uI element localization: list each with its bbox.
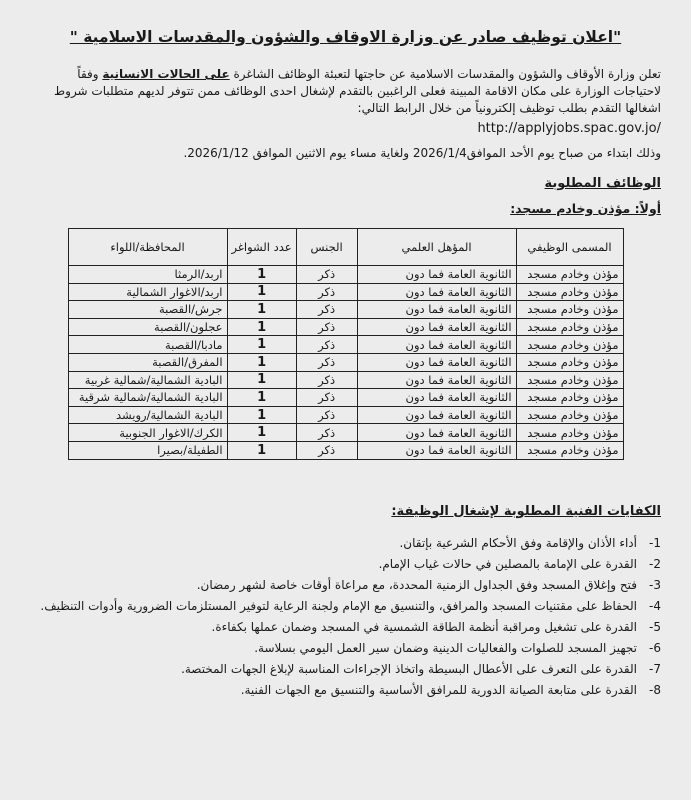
cell-qualification: الثانوية العامة فما دون: [357, 389, 516, 407]
cell-gender: ذكر: [296, 336, 357, 354]
cell-gender: ذكر: [296, 441, 357, 459]
apply-link[interactable]: http://applyjobs.spac.gov.jo/: [477, 121, 661, 136]
cell-governorate: اربد/الرمثا: [68, 266, 227, 284]
header-vacancies: عدد الشواغر: [227, 229, 296, 266]
cell-gender: ذكر: [296, 266, 357, 284]
skill-text: أداء الأذان والإقامة وفق الأحكام الشرعية بإتقان.: [399, 535, 637, 550]
cell-gender: ذكر: [296, 318, 357, 336]
cell-qualification: الثانوية العامة فما دون: [357, 371, 516, 389]
section-title: الوظائف المطلوبة: [544, 176, 661, 191]
table-row: [68, 283, 623, 301]
table-row: [68, 406, 623, 424]
skill-number: 6-: [649, 640, 661, 655]
subsection-title: أولاً: مؤذن وخادم مسجد:: [510, 201, 661, 216]
list-item: [30, 661, 661, 678]
skills-title: الكفايات الفنية المطلوبة لإشغال الوظيفة:: [391, 503, 661, 519]
cell-job-title: مؤذن وخادم مسجد: [516, 406, 623, 424]
cell-vacancies: 1: [227, 301, 296, 319]
intro-line2: وفقاً لاحتياجات الوزارة على مكان الاقامة المبينة فعلى الراغبين بالتقدم لإشغال احدى الوظائف ممن تتوفر لديهم متطلبات شروط اشغالها التقدم بطلب توظيف إلكترونياً من خلال الرابط التالي:: [54, 67, 661, 115]
cell-governorate: البادية الشمالية/شمالية شرقية: [68, 389, 227, 407]
skill-text: الحفاظ على مقتنيات المسجد والمرافق، والتنسيق مع الإمام ولجنة الرعاية لتوفير المستلزمات الضرورية وأدوات التنظيف.: [40, 598, 637, 613]
skill-text: القدرة على الإمامة بالمصلين في حالات غياب الإمام.: [378, 556, 637, 571]
cell-gender: ذكر: [296, 389, 357, 407]
list-item: [30, 535, 661, 552]
cell-vacancies: 1: [227, 336, 296, 354]
jobs-table: [68, 228, 624, 460]
cell-governorate: الكرك/الاغوار الجنوبية: [68, 424, 227, 442]
cell-vacancies: 1: [227, 266, 296, 284]
skill-text: القدرة على متابعة الصيانة الدورية للمرافق الأساسية والتنسيق مع الجهات الفنية.: [240, 682, 637, 697]
skills-list: [30, 535, 661, 699]
table-row: [68, 371, 623, 389]
cell-job-title: مؤذن وخادم مسجد: [516, 283, 623, 301]
cell-gender: ذكر: [296, 301, 357, 319]
cell-job-title: مؤذن وخادم مسجد: [516, 318, 623, 336]
cell-job-title: مؤذن وخادم مسجد: [516, 336, 623, 354]
cell-qualification: الثانوية العامة فما دون: [357, 424, 516, 442]
table-row: [68, 353, 623, 371]
list-item: [30, 640, 661, 657]
cell-job-title: مؤذن وخادم مسجد: [516, 266, 623, 284]
table-row: [68, 266, 623, 284]
cell-gender: ذكر: [296, 406, 357, 424]
skill-number: 2-: [649, 556, 661, 571]
header-qualification: المؤهل العلمي: [357, 229, 516, 266]
header-gender: الجنس: [296, 229, 357, 266]
cell-qualification: الثانوية العامة فما دون: [357, 318, 516, 336]
cell-vacancies: 1: [227, 441, 296, 459]
cell-qualification: الثانوية العامة فما دون: [357, 353, 516, 371]
intro-line1: تعلن وزارة الأوقاف والشؤون والمقدسات الاسلامية عن حاجتها لتعبئة الوظائف الشاغرة: [229, 67, 661, 81]
cell-vacancies: 1: [227, 318, 296, 336]
table-row: [68, 424, 623, 442]
intro-highlight: على الحالات الانسانية: [102, 67, 230, 81]
skill-text: تجهيز المسجد للصلوات والفعاليات الدينية وضمان سير العمل اليومي بسلاسة.: [254, 640, 637, 655]
header-governorate: المحافظة/اللواء: [68, 229, 227, 266]
cell-job-title: مؤذن وخادم مسجد: [516, 371, 623, 389]
table-row: [68, 301, 623, 319]
cell-governorate: المفرق/القصبة: [68, 353, 227, 371]
cell-qualification: الثانوية العامة فما دون: [357, 283, 516, 301]
cell-qualification: الثانوية العامة فما دون: [357, 406, 516, 424]
table-row: [68, 336, 623, 354]
header-job-title: المسمى الوظيفي: [516, 229, 623, 266]
table-row: [68, 389, 623, 407]
cell-gender: ذكر: [296, 353, 357, 371]
skill-text: القدرة على التعرف على الأعطال البسيطة واتخاذ الإجراءات المناسبة لإبلاغ الجهات المختصة.: [181, 661, 637, 676]
intro-paragraph: [30, 66, 661, 117]
cell-qualification: الثانوية العامة فما دون: [357, 441, 516, 459]
cell-job-title: مؤذن وخادم مسجد: [516, 389, 623, 407]
cell-job-title: مؤذن وخادم مسجد: [516, 441, 623, 459]
skill-number: 4-: [649, 598, 661, 613]
cell-gender: ذكر: [296, 371, 357, 389]
cell-vacancies: 1: [227, 371, 296, 389]
cell-governorate: عجلون/القصبة: [68, 318, 227, 336]
cell-job-title: مؤذن وخادم مسجد: [516, 301, 623, 319]
table-row: [68, 318, 623, 336]
skill-number: 8-: [649, 682, 661, 697]
list-item: [30, 556, 661, 573]
cell-governorate: جرش/القصبة: [68, 301, 227, 319]
cell-gender: ذكر: [296, 424, 357, 442]
list-item: [30, 577, 661, 594]
list-item: [30, 619, 661, 636]
cell-governorate: مادبا/القصبة: [68, 336, 227, 354]
cell-job-title: مؤذن وخادم مسجد: [516, 424, 623, 442]
cell-vacancies: 1: [227, 283, 296, 301]
cell-qualification: الثانوية العامة فما دون: [357, 301, 516, 319]
cell-governorate: اربد/الاغوار الشمالية: [68, 283, 227, 301]
cell-vacancies: 1: [227, 389, 296, 407]
cell-vacancies: 1: [227, 424, 296, 442]
skill-number: 3-: [649, 577, 661, 592]
list-item: [30, 682, 661, 699]
skill-number: 5-: [649, 619, 661, 634]
skill-text: القدرة على تشغيل ومراقبة أنظمة الطاقة الشمسية في المسجد وضمان عملها بكفاءة.: [211, 619, 637, 634]
skill-number: 7-: [649, 661, 661, 676]
cell-governorate: البادية الشمالية/رويشد: [68, 406, 227, 424]
table-header-row: [68, 229, 623, 266]
cell-qualification: الثانوية العامة فما دون: [357, 266, 516, 284]
cell-governorate: الطفيلة/بصيرا: [68, 441, 227, 459]
skill-text: فتح وإغلاق المسجد وفق الجداول الزمنية المحددة، مع مراعاة أوقات خاصة لشهر رمضان.: [196, 577, 637, 592]
skill-number: 1-: [649, 535, 661, 550]
application-dates: وذلك ابتداء من صباح يوم الأحد الموافق2026/1/4 ولغاية مساء يوم الاثنين الموافق 2026/1/12.: [183, 146, 661, 160]
cell-job-title: مؤذن وخادم مسجد: [516, 353, 623, 371]
cell-governorate: البادية الشمالية/شمالية غربية: [68, 371, 227, 389]
cell-vacancies: 1: [227, 406, 296, 424]
list-item: [30, 598, 661, 615]
cell-gender: ذكر: [296, 283, 357, 301]
cell-qualification: الثانوية العامة فما دون: [357, 336, 516, 354]
cell-vacancies: 1: [227, 353, 296, 371]
page-title: "اعلان توظيف صادر عن وزارة الاوقاف والشؤون والمقدسات الاسلامية ": [69, 28, 622, 46]
table-row: [68, 441, 623, 459]
